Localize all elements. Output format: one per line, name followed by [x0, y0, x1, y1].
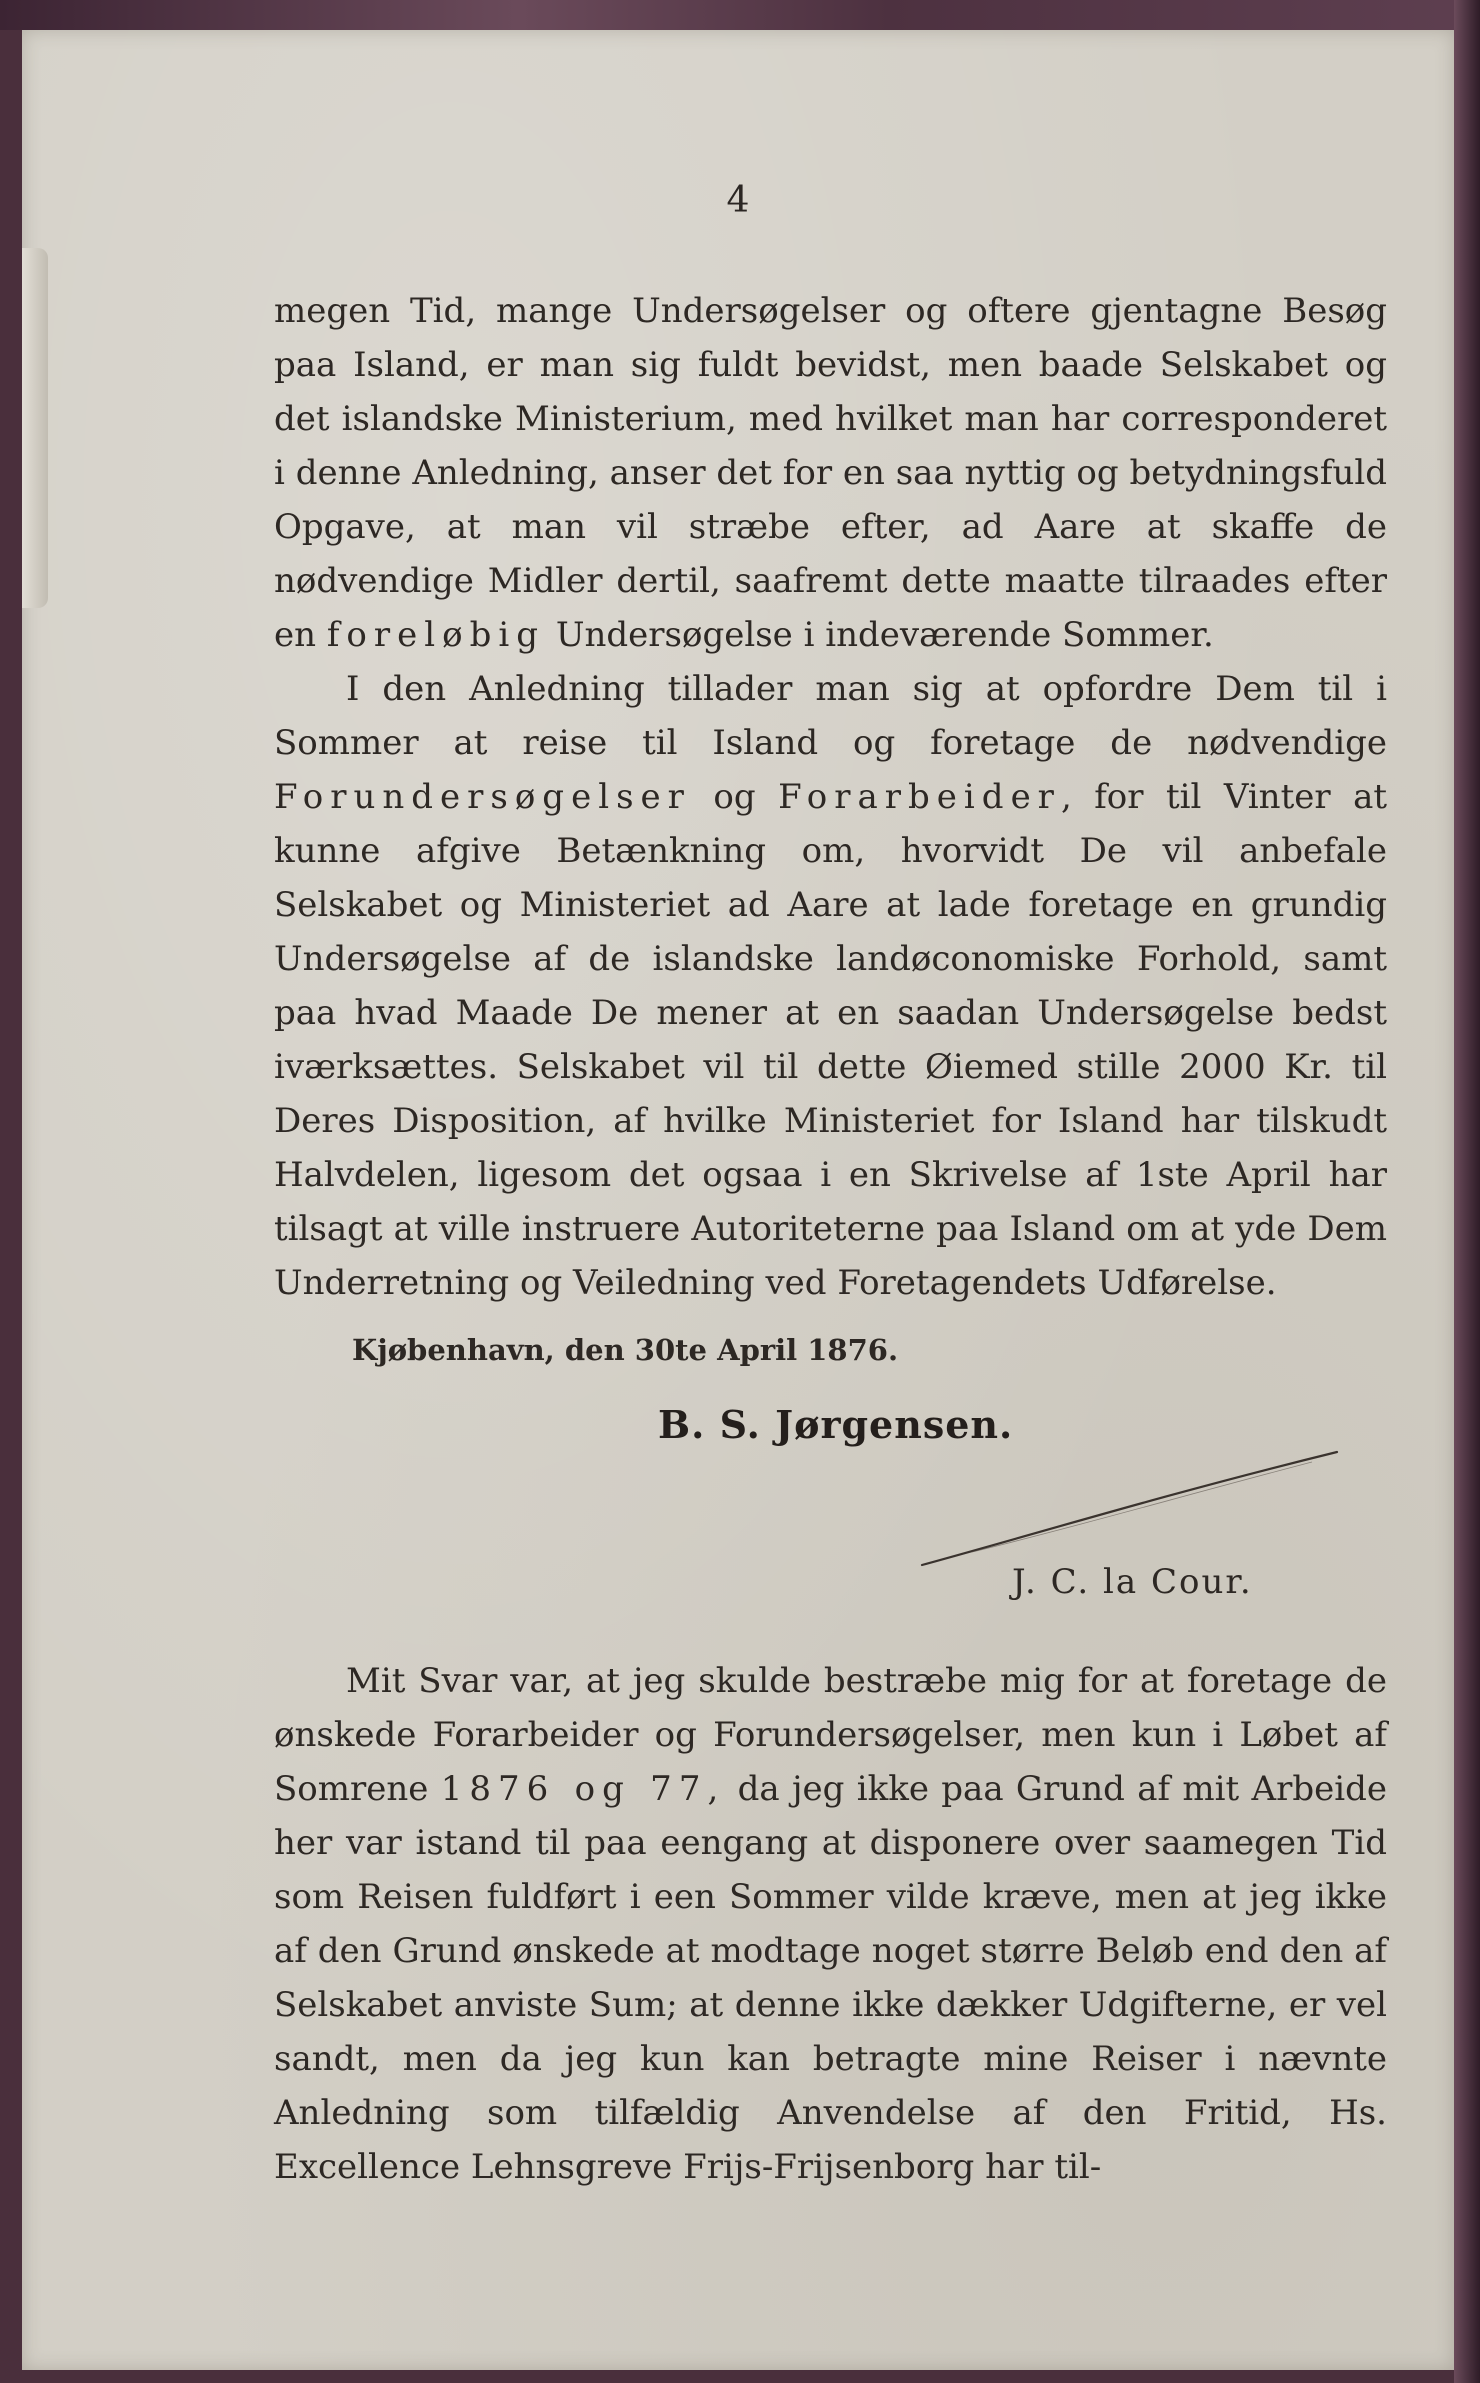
document-page [22, 30, 1454, 2370]
letter-body [274, 284, 1387, 1310]
reply-paragraph-rest: da jeg ikke paa Grund af mit Arbeide her var istand til paa eengang at disponere over saamegen Tid som Reisen fuldført i een Sommer vilde kræve, men at jeg ikke af den Grund ønskede at modtage noget større Beløb end den af Selskabet anviste Sum; at denne ikke dækker Udgifterne, er vel sandt, men da jeg kun kan betragte mine Reiser i nævnte Anledning som tilfældig Anvendelse af den Fritid, Hs. Excellence Lehnsgreve Frijs-Frijsenborg har til- [274, 1769, 1387, 2187]
letter-paragraph-2 [274, 662, 1387, 1310]
book-edge-top [0, 0, 1480, 30]
second-signer-name: J. C. la Cour. [1012, 1562, 1253, 1602]
letter-paragraph-2-mid: og [713, 777, 756, 817]
letter-paragraph-1-spaced: foreløbig [326, 615, 546, 655]
page-margin-tab [22, 248, 48, 608]
letter-paragraph-2-start: I den Anledning tillader man sig at opfordre Dem til i Sommer at reise til Island og foretage de nødvendige [274, 669, 1387, 763]
book-edge-right [1454, 0, 1480, 2383]
reply-paragraph-spaced: 1876 og 77, [440, 1769, 726, 1809]
ink-signature-stroke [912, 1440, 1342, 1580]
page-number: 4 [726, 180, 750, 221]
letter-paragraph-1-text: megen Tid, mange Undersøgelser og oftere gjentagne Besøg paa Island, er man sig fuldt bevidst, men baade Selskabet og det islandske Ministerium, med hvilket man har corresponderet i denne Anledning, anser det for en saa nyttig og betydningsfuld Opgave, at man vil stræbe efter, ad Aare at skaffe de nødvendige Midler dertil, saafremt dette maatte tilraades efter en [274, 291, 1387, 655]
letter-paragraph-2-rest: , for til Vinter at kunne afgive Betænkning om, hvorvidt De vil anbefale Selskabet og Ministeriet ad Aare at lade foretage en grundig Undersøgelse af de islandske landøconomiske Forhold, samt paa hvad Maade De mener at en saadan Undersøgelse bedst iværksættes. Selskabet vil til dette Øiemed stille 2000 Kr. til Deres Disposition, af hvilke Ministeriet for Island har tilskudt Halvdelen, ligesom det ogsaa i en Skrivelse af 1ste April har tilsagt at ville instruere Autoriteterne paa Island om at yde Dem Underretning og Veiledning ved Foretagendets Udførelse. [274, 777, 1388, 1303]
letter-paragraph-2-spaced-1: Forundersøgelser [274, 777, 691, 817]
reply-paragraph [274, 1654, 1387, 2194]
reply-body [274, 1654, 1387, 2194]
reply-paragraph-start: Mit Svar var, at jeg skulde bestræbe mig for at foretage de ønskede Forarbeider og Forundersøgelser, men kun i Løbet af Somrene [274, 1661, 1387, 1809]
signer-name: B. S. Jørgensen. [658, 1402, 1014, 1447]
place-date: Kjøbenhavn, den 30te April 1876. [352, 1333, 899, 1367]
letter-paragraph-2-spaced-2: Forarbeider [778, 777, 1061, 817]
letter-paragraph-1 [274, 284, 1387, 662]
letter-paragraph-1-end: Undersøgelse i indeværende Sommer. [555, 615, 1214, 655]
